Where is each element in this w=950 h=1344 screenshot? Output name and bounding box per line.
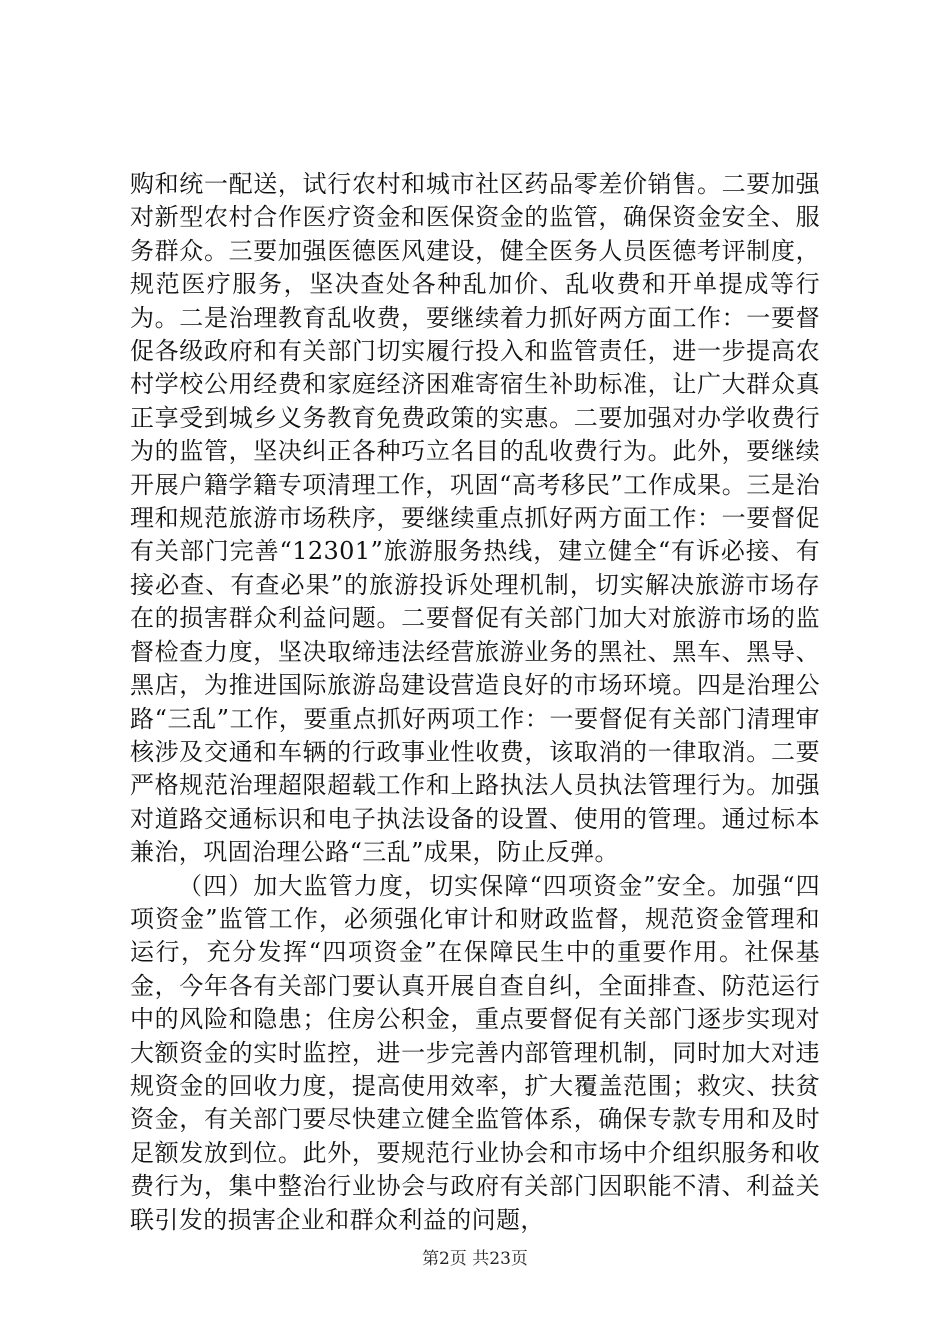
body-paragraph-2: （四）加大监管力度，切实保障“四项资金”安全。加强“四项资金”监管工作，必须强化审计和财政监督，规范资金管理和运行，充分发挥“四项资金”在保障民生中的重要作用。社保基金，今年各有关部门要认真开展自查自纠，全面排查、防范运行中的风险和隐患；住房公积金，重点要督促有关部门逐步实现对大额资金的实时监控，进一步完善内部管理机制，同时加大对违规资金的回收力度，提高使用效率，扩大覆盖范围；救灾、扶贫资金，有关部门要尽快建立健全监管体系，确保专款专用和及时足额发放到位。此外，要规范行业协会和市场中介组织服务和收费行为，集中整治行业协会与政府有关部门因职能不清、利益关联引发的损害企业和群众利益的问题，	[130, 871, 820, 1234]
page-footer	[0, 1244, 950, 1269]
body-paragraph-1: 购和统一配送，试行农村和城市社区药品零差价销售。二要加强对新型农村合作医疗资金和医保资金的监管，确保资金安全、服务群众。三要加强医德医风建设，健全医务人员医德考评制度，规范医疗服务，坚决查处各种乱加价、乱收费和开单提成等行为。二是治理教育乱收费，要继续着力抓好两方面工作：一要督促各级政府和有关部门切实履行投入和监管责任，进一步提高农村学校公用经费和家庭经济困难寄宿生补助标准，让广大群众真正享受到城乡义务教育免费政策的实惠。二要加强对办学收费行为的监管，坚决纠正各种巧立名目的乱收费行为。此外，要继续开展户籍学籍专项清理工作，巩固“高考移民”工作成果。三是治理和规范旅游市场秩序，要继续重点抓好两方面工作：一要督促有关部门完善“12301”旅游服务热线，建立健全“有诉必接、有接必查、有查必果”的旅游投诉处理机制，切实解决旅游市场存在的损害群众利益问题。二要督促有关部门加大对旅游市场的监督检查力度，坚决取缔违法经营旅游业务的黑社、黑车、黑导、黑店，为推进国际旅游岛建设营造良好的市场环境。四是治理公路“三乱”工作，要重点抓好两项工作：一要督促有关部门清理审核涉及交通和车辆的行政事业性收费，该取消的一律取消。二要严格规范治理超限超载工作和上路执法人员执法管理行为。加强对道路交通标识和电子执法设备的设置、使用的管理。通过标本兼治，巩固治理公路“三乱”成果，防止反弹。	[130, 170, 820, 867]
document-body	[130, 168, 820, 1237]
page-number: 第2页 共23页	[422, 1249, 528, 1269]
